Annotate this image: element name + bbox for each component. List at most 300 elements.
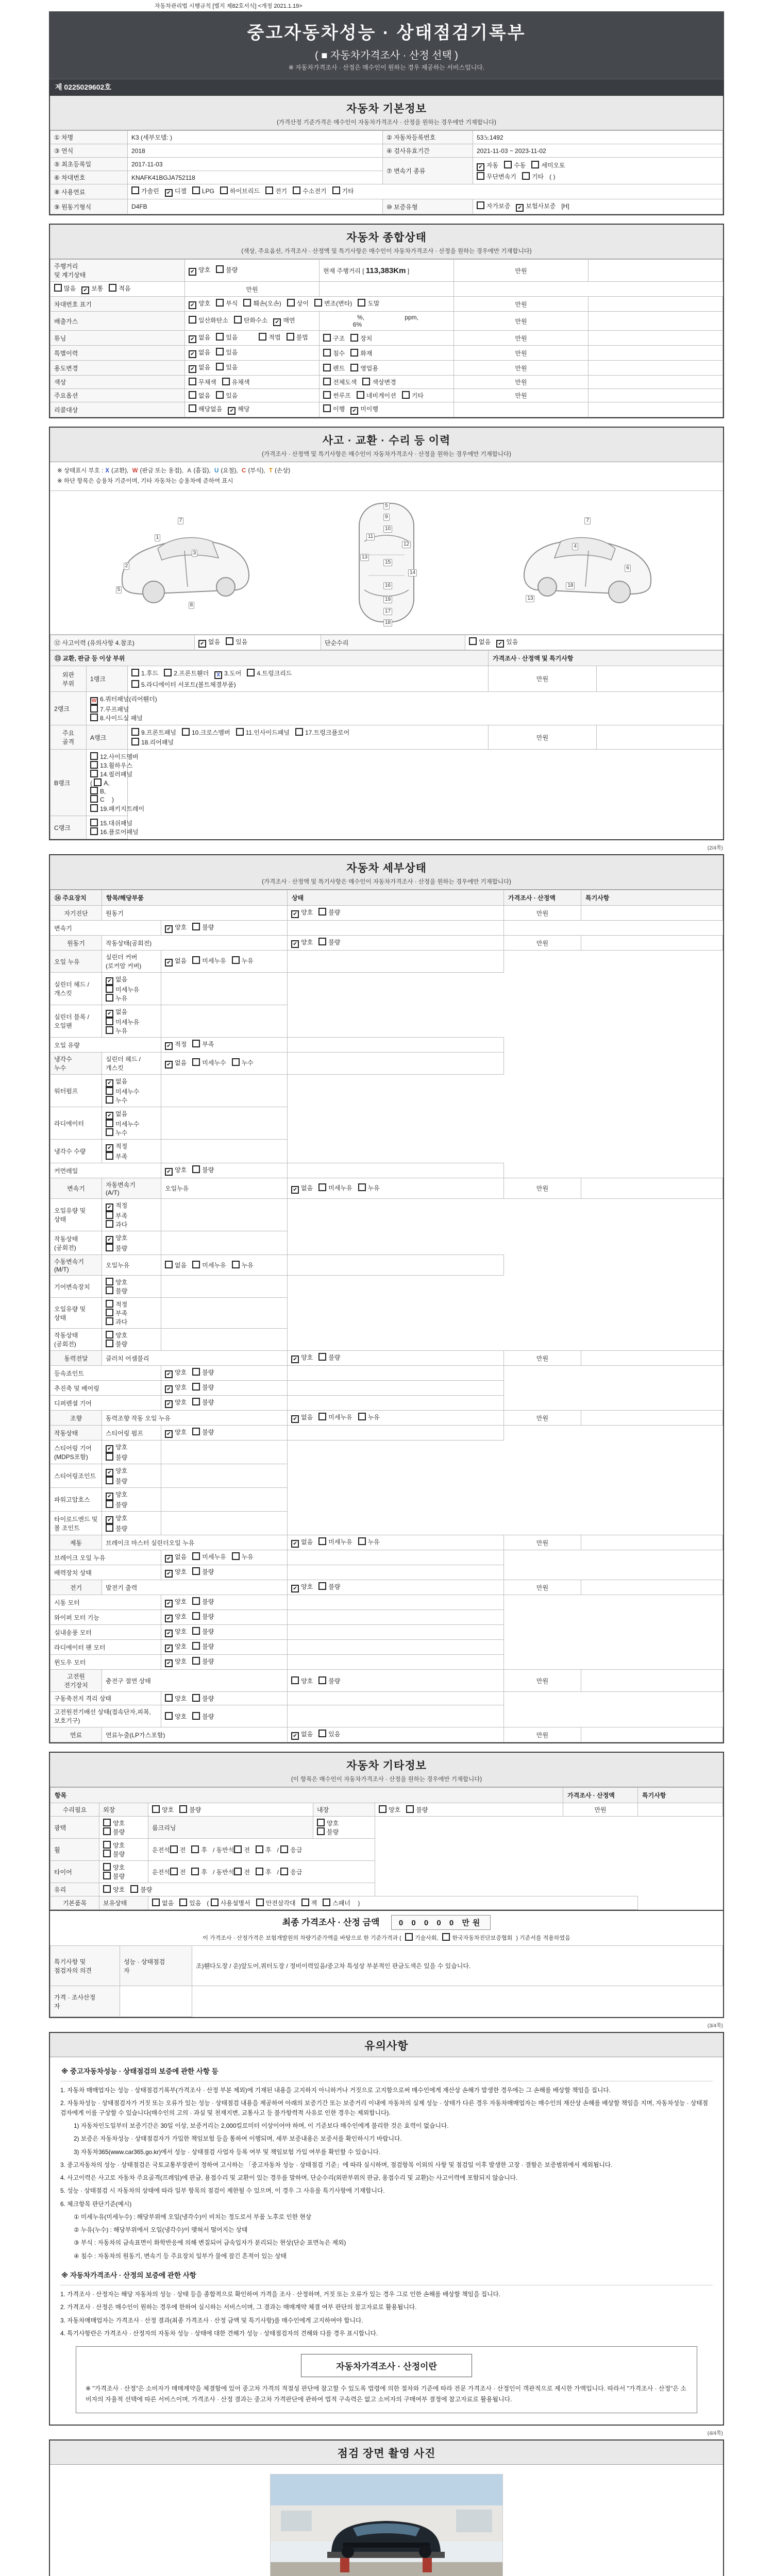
checkbox-box-icon[interactable] — [170, 1868, 178, 1875]
checkbox-적정[interactable] — [165, 1040, 187, 1050]
checkbox-양호[interactable] — [165, 1383, 187, 1393]
checkbox-box-icon[interactable] — [103, 1850, 111, 1857]
checkbox-box-icon[interactable]: ✔ — [106, 1010, 113, 1018]
checkbox-가솔린[interactable] — [131, 187, 159, 195]
checkbox-누유[interactable] — [232, 1552, 254, 1561]
checkbox-box-icon[interactable] — [191, 1868, 199, 1875]
checkbox-불량[interactable] — [192, 1428, 214, 1436]
checkbox-하이브리드[interactable] — [220, 187, 260, 195]
checkbox-box-icon[interactable] — [103, 1827, 111, 1835]
checkbox-양호[interactable] — [291, 938, 313, 948]
checkbox-후[interactable] — [256, 1868, 272, 1876]
checkbox-없음[interactable] — [106, 1109, 127, 1120]
checkbox-썬루프[interactable] — [323, 391, 351, 400]
checkbox-누수[interactable] — [232, 1058, 254, 1067]
checkbox-box-icon[interactable] — [106, 1211, 113, 1219]
checkbox-box-icon[interactable] — [243, 299, 251, 307]
checkbox-없음[interactable] — [291, 1730, 313, 1740]
checkbox-box-icon[interactable]: ✔ — [165, 1385, 173, 1393]
checkbox-양호[interactable] — [165, 1612, 187, 1622]
checkbox-box-icon[interactable] — [295, 728, 303, 736]
checkbox-양호[interactable] — [103, 1885, 125, 1894]
checkbox-불법[interactable] — [287, 333, 308, 342]
checkbox-누유[interactable] — [106, 994, 127, 1003]
checkbox-box-icon[interactable] — [179, 1899, 187, 1906]
checkbox-box-icon[interactable] — [317, 1819, 325, 1826]
checkbox-box-icon[interactable] — [106, 1087, 113, 1095]
checkbox-보험사보증[interactable] — [516, 201, 556, 212]
checkbox-box-icon[interactable]: ✔ — [228, 407, 236, 415]
checkbox-box-icon[interactable] — [106, 1453, 113, 1461]
checkbox-미세누유[interactable] — [318, 1537, 352, 1546]
checkbox-box-icon[interactable] — [106, 1278, 113, 1285]
checkbox-box-icon[interactable] — [318, 1183, 326, 1191]
checkbox-box-icon[interactable] — [106, 1096, 113, 1104]
checkbox-box-icon[interactable]: ✔ — [291, 940, 299, 948]
checkbox-box-icon[interactable] — [236, 728, 244, 736]
checkbox-전[interactable] — [234, 1868, 250, 1876]
checkbox-양호[interactable] — [291, 1676, 313, 1685]
checkbox-box-icon[interactable] — [90, 714, 98, 721]
checkbox-있음[interactable] — [318, 1730, 340, 1738]
checkbox-box-icon[interactable] — [379, 1805, 386, 1813]
checkbox-적정[interactable] — [106, 1201, 127, 1211]
checkbox-양호[interactable] — [165, 1627, 187, 1637]
checkbox-있음[interactable] — [216, 363, 238, 371]
checkbox-box-icon[interactable]: ✔ — [106, 1112, 113, 1120]
checkbox-스패너[interactable] — [323, 1899, 350, 1907]
checkbox-box-icon[interactable] — [103, 1872, 111, 1879]
checkbox-누유[interactable] — [106, 1026, 127, 1035]
checkbox-box-icon[interactable]: ✔ — [106, 1493, 113, 1500]
checkbox-불량[interactable] — [106, 1453, 127, 1462]
checkbox-자동[interactable] — [477, 161, 498, 171]
checkbox-box-icon[interactable] — [216, 265, 224, 273]
checkbox-box-icon[interactable] — [131, 187, 139, 194]
checkbox-box-icon[interactable] — [130, 1885, 138, 1893]
checkbox-3.도어[interactable] — [214, 669, 241, 679]
checkbox-box-icon[interactable] — [247, 669, 255, 676]
checkbox-box-icon[interactable] — [106, 1309, 113, 1316]
checkbox-box-icon[interactable] — [318, 1676, 326, 1684]
checkbox-box-icon[interactable] — [106, 1500, 113, 1508]
checkbox-없음[interactable] — [106, 1077, 127, 1087]
checkbox-box-icon[interactable] — [192, 1428, 200, 1435]
checkbox-미세누수[interactable] — [192, 1058, 226, 1067]
checkbox-매연[interactable] — [273, 316, 295, 326]
checkbox-box-icon[interactable] — [103, 1841, 111, 1849]
checkbox-누유[interactable] — [232, 1261, 254, 1269]
checkbox-있음[interactable] — [216, 333, 238, 342]
checkbox-양호[interactable] — [106, 1331, 127, 1340]
checkbox-box-icon[interactable]: ✔ — [165, 1645, 173, 1652]
checkbox-box-icon[interactable] — [192, 1383, 200, 1391]
checkbox-미세누유[interactable] — [318, 1413, 352, 1421]
checkbox-box-icon[interactable] — [234, 1845, 242, 1853]
checkbox-box-icon[interactable] — [106, 1286, 113, 1294]
checkbox-box-icon[interactable] — [314, 299, 322, 307]
checkbox-box-icon[interactable] — [192, 1612, 200, 1620]
checkbox-box-icon[interactable]: ✔ — [106, 1236, 113, 1244]
checkbox-box-icon[interactable] — [106, 1220, 113, 1228]
checkbox-box-icon[interactable] — [106, 1477, 113, 1484]
checkbox-없음[interactable] — [189, 391, 210, 400]
checkbox-자가보증[interactable] — [477, 201, 510, 210]
checkbox-전[interactable] — [170, 1868, 186, 1876]
checkbox-box-icon[interactable] — [179, 1805, 187, 1813]
checkbox-양호[interactable] — [103, 1819, 125, 1827]
checkbox-미세누유[interactable] — [106, 1018, 139, 1026]
checkbox-box-icon[interactable]: ✔ — [165, 1555, 173, 1563]
checkbox-box-icon[interactable]: ✔ — [291, 1415, 299, 1423]
checkbox-box-icon[interactable] — [192, 1597, 200, 1605]
checkbox-없음[interactable] — [189, 363, 210, 373]
checkbox-box-icon[interactable] — [192, 1567, 200, 1575]
checkbox-불량[interactable] — [192, 1165, 214, 1174]
checkbox-box-icon[interactable] — [531, 161, 539, 168]
checkbox-양호[interactable] — [152, 1805, 174, 1814]
checkbox-미세누수[interactable] — [106, 1120, 139, 1128]
checkbox-box-icon[interactable] — [131, 669, 139, 676]
checkbox-불량[interactable] — [318, 1353, 340, 1362]
checkbox-불량[interactable] — [192, 1694, 214, 1703]
checkbox-14.필러패널[interactable] — [90, 770, 132, 778]
checkbox-불량[interactable] — [103, 1827, 125, 1836]
checkbox-10.크로스멤버[interactable] — [182, 728, 230, 737]
checkbox-box-icon[interactable] — [90, 804, 98, 812]
checkbox-box-icon[interactable]: ✔ — [81, 286, 89, 294]
checkbox-없음[interactable] — [165, 956, 187, 967]
checkbox-양호[interactable] — [165, 1642, 187, 1652]
checkbox-부족[interactable] — [106, 1309, 127, 1317]
checkbox-부족[interactable] — [106, 1152, 127, 1161]
checkbox-box-icon[interactable] — [256, 1845, 263, 1853]
checkbox-양호[interactable] — [379, 1805, 400, 1814]
checkbox-유채색[interactable] — [222, 378, 250, 386]
checkbox-box-icon[interactable] — [131, 738, 139, 745]
checkbox-box-icon[interactable]: ✔ — [291, 1186, 299, 1194]
checkbox-box-icon[interactable] — [165, 1261, 173, 1268]
checkbox-box-icon[interactable] — [103, 1819, 111, 1826]
checkbox-미세누유[interactable] — [192, 1552, 226, 1561]
checkbox-과다[interactable] — [106, 1220, 127, 1229]
checkbox-7.루프패널[interactable] — [90, 705, 129, 714]
checkbox-box-icon[interactable] — [192, 187, 200, 194]
checkbox-box-icon[interactable] — [358, 1183, 366, 1191]
checkbox-양호[interactable] — [165, 923, 187, 933]
checkbox-불량[interactable] — [192, 1642, 214, 1651]
checkbox-box-icon[interactable]: ✔ — [291, 1585, 299, 1592]
checkbox-box-icon[interactable] — [323, 1899, 330, 1906]
checkbox-불량[interactable] — [318, 908, 340, 917]
checkbox-box-icon[interactable] — [192, 1165, 200, 1173]
checkbox-box-icon[interactable] — [192, 1368, 200, 1376]
checkbox-미이행[interactable] — [350, 404, 378, 415]
checkbox-무단변속기[interactable] — [477, 172, 516, 181]
checkbox-box-icon[interactable] — [362, 378, 370, 385]
checkbox-탄화수소[interactable] — [234, 316, 267, 325]
checkbox-box-icon[interactable]: ✔ — [291, 910, 299, 918]
checkbox-box-icon[interactable]: ✔ — [165, 1370, 173, 1378]
checkbox-box-icon[interactable]: ✔ — [165, 1615, 173, 1622]
checkbox-불량[interactable] — [318, 1582, 340, 1591]
checkbox-box-icon[interactable] — [192, 956, 200, 964]
checkbox-box-icon[interactable] — [192, 1657, 200, 1665]
checkbox-불량[interactable] — [192, 1398, 214, 1406]
checkbox-box-icon[interactable] — [165, 1694, 173, 1702]
checkbox-box-icon[interactable] — [402, 391, 410, 399]
checkbox-box-icon[interactable] — [192, 923, 200, 930]
checkbox-16.플로어패널[interactable] — [90, 827, 139, 836]
checkbox-box-icon[interactable] — [220, 187, 228, 194]
checkbox-불량[interactable] — [106, 1477, 127, 1485]
checkbox-box-icon[interactable]: ✔ — [106, 1516, 113, 1524]
checkbox-보통[interactable] — [81, 284, 103, 294]
checkbox-부식[interactable] — [216, 299, 238, 308]
checkbox-양호[interactable] — [189, 265, 210, 276]
checkbox-응급[interactable] — [280, 1845, 302, 1854]
checkbox-box-icon[interactable]: ✔ — [291, 1540, 299, 1548]
checkbox-box-icon[interactable] — [211, 1899, 219, 1906]
checkbox-box-icon[interactable] — [477, 172, 484, 180]
checkbox-box-icon[interactable]: ✔ — [106, 977, 113, 985]
checkbox-불량[interactable] — [106, 1340, 127, 1348]
checkbox-box-icon[interactable] — [323, 378, 331, 385]
checkbox-침수[interactable] — [323, 349, 345, 358]
checkbox-이행[interactable] — [323, 404, 345, 413]
checkbox-box-icon[interactable]: ✔ — [189, 301, 196, 309]
checkbox-없음[interactable] — [189, 333, 210, 343]
checkbox-box-icon[interactable] — [106, 1026, 113, 1034]
checkbox-box-icon[interactable] — [350, 364, 358, 371]
checkbox-LPG[interactable] — [192, 187, 214, 195]
checkbox-box-icon[interactable] — [90, 827, 98, 835]
checkbox-box-icon[interactable] — [106, 1524, 113, 1532]
checkbox-box-icon[interactable] — [192, 1712, 200, 1720]
checkbox-box-icon[interactable] — [216, 363, 224, 370]
checkbox-box-icon[interactable] — [192, 1694, 200, 1702]
checkbox-box-icon[interactable] — [323, 334, 331, 342]
checkbox-없음[interactable] — [106, 1007, 127, 1018]
checkbox-누수[interactable] — [106, 1096, 127, 1105]
checkbox-양호[interactable] — [165, 1428, 187, 1438]
checkbox-없음[interactable] — [198, 637, 220, 648]
checkbox-box-icon[interactable] — [318, 1730, 326, 1737]
checkbox-과다[interactable] — [106, 1317, 127, 1326]
checkbox-불량[interactable] — [192, 1712, 214, 1721]
checkbox-box-icon[interactable] — [323, 404, 331, 412]
checkbox-있음[interactable] — [216, 391, 238, 400]
checkbox-box-icon[interactable]: ✔ — [106, 1144, 113, 1152]
checkbox-box-icon[interactable] — [222, 378, 230, 385]
checkbox-box-icon[interactable]: ✔ — [106, 1079, 113, 1087]
checkbox-box-icon[interactable] — [189, 316, 196, 324]
checkbox-있음[interactable] — [179, 1899, 201, 1907]
checkbox-box-icon[interactable]: ✔ — [165, 1400, 173, 1408]
checkbox-box-icon[interactable]: ✔ — [198, 640, 206, 648]
checkbox-box-icon[interactable] — [216, 391, 224, 399]
checkbox-box-icon[interactable]: ✔ — [165, 1570, 173, 1578]
checkbox-사용설명서[interactable] — [211, 1899, 250, 1907]
checkbox-기타[interactable] — [402, 391, 424, 400]
checkbox-없음[interactable] — [189, 348, 210, 358]
checkbox-box-icon[interactable] — [106, 994, 113, 1002]
checkbox-양호[interactable] — [189, 299, 210, 309]
checkbox-box-icon[interactable]: ✔ — [165, 959, 173, 967]
checkbox-양호[interactable] — [291, 908, 313, 918]
checkbox-양호[interactable] — [103, 1841, 125, 1850]
checkbox-box-icon[interactable] — [109, 284, 116, 292]
checkbox-양호[interactable] — [165, 1567, 187, 1578]
checkbox-상이[interactable] — [287, 299, 309, 308]
checkbox-box-icon[interactable] — [90, 787, 98, 794]
checkbox-기타[interactable] — [332, 187, 354, 195]
checkbox-기술사회,[interactable] — [405, 1933, 439, 1942]
checkbox-적정[interactable] — [106, 1300, 127, 1309]
checkbox-box-icon[interactable] — [259, 333, 266, 341]
checkbox-일산화탄소[interactable] — [189, 316, 228, 325]
checkbox-영업용[interactable] — [350, 364, 378, 372]
checkbox-무채색[interactable] — [189, 378, 216, 386]
checkbox-box-icon[interactable] — [323, 349, 331, 357]
checkbox-미세누유[interactable] — [192, 1261, 226, 1269]
checkbox-box-icon[interactable] — [265, 187, 273, 194]
checkbox-11.인사이드패널[interactable] — [236, 728, 290, 737]
checkbox-box-icon[interactable]: ✔ — [165, 1659, 173, 1667]
checkbox-box-icon[interactable] — [256, 1868, 263, 1875]
checkbox-양호[interactable] — [165, 1657, 187, 1667]
checkbox-box-icon[interactable]: ✔ — [165, 1630, 173, 1637]
checkbox-box-icon[interactable] — [358, 1413, 366, 1420]
checkbox-불량[interactable] — [192, 1368, 214, 1377]
checkbox-안전삼각대[interactable] — [256, 1899, 296, 1907]
checkbox-box-icon[interactable] — [94, 778, 102, 786]
checkbox-box-icon[interactable] — [256, 1899, 264, 1906]
checkbox-19.패키지트레이[interactable] — [90, 804, 144, 813]
checkbox-box-icon[interactable] — [357, 391, 364, 399]
checkbox-해당없음[interactable] — [189, 404, 222, 413]
checkbox-box-icon[interactable] — [318, 938, 326, 945]
checkbox-후[interactable] — [191, 1868, 207, 1876]
checkbox-렌트[interactable] — [323, 364, 345, 372]
checkbox-양호[interactable] — [106, 1443, 127, 1453]
checkbox-box-icon[interactable] — [234, 1868, 242, 1875]
checkbox-box-icon[interactable]: ✔ — [273, 318, 281, 326]
checkbox-훼손(오손)[interactable] — [243, 299, 281, 308]
checkbox-전기[interactable] — [265, 187, 287, 195]
checkbox-box-icon[interactable]: ✔ — [291, 1732, 299, 1740]
checkbox-잭[interactable] — [301, 1899, 317, 1907]
checkbox-box-icon[interactable]: ✔ — [516, 204, 524, 212]
checkbox-불량[interactable] — [130, 1885, 152, 1894]
checkbox-누유[interactable] — [358, 1537, 380, 1546]
checkbox-box-icon[interactable] — [189, 391, 196, 399]
checkbox-세미오토[interactable] — [531, 161, 565, 170]
checkbox-box-icon[interactable]: ✔ — [350, 407, 358, 415]
checkbox-양호[interactable] — [106, 1278, 127, 1286]
checkbox-기타[interactable] — [522, 172, 544, 181]
checkbox-box-icon[interactable] — [170, 1845, 178, 1853]
checkbox-box-icon[interactable] — [182, 728, 190, 736]
checkbox-box-icon[interactable]: ✔ — [165, 1168, 173, 1176]
checkbox-불량[interactable] — [192, 1612, 214, 1621]
checkbox-box-icon[interactable] — [106, 1120, 113, 1127]
checkbox-후[interactable] — [191, 1845, 207, 1854]
checkbox-적법[interactable] — [259, 333, 280, 342]
checkbox-box-icon[interactable]: ✔ — [165, 925, 173, 933]
checkbox-box-icon[interactable] — [318, 1537, 326, 1545]
checkbox-장치[interactable] — [350, 334, 372, 343]
checkbox-해당[interactable] — [228, 404, 249, 415]
checkbox-미세누수[interactable] — [106, 1087, 139, 1096]
checkbox-box-icon[interactable] — [293, 187, 300, 194]
checkbox-box-icon[interactable] — [192, 1058, 200, 1066]
checkbox-누수[interactable] — [106, 1128, 127, 1137]
checkbox-box-icon[interactable] — [318, 1353, 326, 1361]
checkbox-불량[interactable] — [106, 1286, 127, 1295]
checkbox-box-icon[interactable] — [103, 1885, 111, 1893]
checkbox-box-icon[interactable]: ✔ — [189, 335, 196, 343]
checkbox-불량[interactable] — [192, 1383, 214, 1392]
checkbox-양호[interactable] — [106, 1233, 127, 1244]
checkbox-box-icon[interactable] — [287, 299, 295, 307]
checkbox-있음[interactable] — [226, 637, 247, 646]
checkbox-누유[interactable] — [358, 1413, 380, 1421]
checkbox-A,[interactable] — [94, 778, 109, 787]
checkbox-불량[interactable] — [318, 938, 340, 946]
checkbox-응급[interactable] — [280, 1868, 302, 1876]
checkbox-box-icon[interactable] — [106, 1152, 113, 1160]
checkbox-box-icon[interactable]: ✔ — [165, 1600, 173, 1607]
checkbox-box-icon[interactable]: ✔ — [165, 1430, 173, 1438]
checkbox-13.휠하우스[interactable] — [90, 761, 132, 770]
checkbox-box-icon[interactable] — [522, 172, 530, 180]
checkbox-미세누유[interactable] — [192, 956, 226, 965]
checkbox-불량[interactable] — [406, 1805, 428, 1814]
checkbox-box-icon[interactable] — [280, 1868, 288, 1875]
checkbox-box-icon[interactable] — [350, 349, 358, 357]
checkbox-색상변경[interactable] — [362, 378, 396, 386]
checkbox-box-icon[interactable]: W — [90, 697, 98, 705]
checkbox-box-icon[interactable] — [90, 705, 98, 713]
checkbox-box-icon[interactable] — [332, 187, 340, 194]
checkbox-1.후드[interactable] — [131, 669, 158, 677]
checkbox-불량[interactable] — [192, 1597, 214, 1606]
checkbox-box-icon[interactable] — [216, 333, 224, 341]
checkbox-box-icon[interactable] — [280, 1845, 288, 1853]
checkbox-box-icon[interactable] — [90, 752, 98, 760]
checkbox-18.리어패널[interactable] — [131, 738, 174, 747]
checkbox-box-icon[interactable]: ✔ — [496, 640, 504, 648]
checkbox-box-icon[interactable] — [350, 334, 358, 342]
checkbox-box-icon[interactable]: ✔ — [291, 1355, 299, 1363]
checkbox-box-icon[interactable] — [232, 956, 240, 964]
checkbox-미세누유[interactable] — [106, 985, 139, 994]
checkbox-누유[interactable] — [358, 1183, 380, 1192]
checkbox-12.사이드멤버[interactable] — [90, 752, 139, 761]
checkbox-8.사이드실 패널[interactable] — [90, 714, 143, 722]
checkbox-양호[interactable] — [165, 1597, 187, 1607]
checkbox-box-icon[interactable]: ✔ — [189, 350, 196, 358]
checkbox-B,[interactable] — [90, 787, 106, 795]
checkbox-box-icon[interactable] — [90, 761, 98, 769]
checkbox-box-icon[interactable] — [164, 669, 172, 676]
checkbox-box-icon[interactable] — [103, 1863, 111, 1871]
checkbox-box-icon[interactable] — [90, 819, 98, 826]
checkbox-box-icon[interactable] — [317, 1827, 325, 1835]
checkbox-box-icon[interactable] — [106, 1018, 113, 1025]
checkbox-양호[interactable] — [106, 1466, 127, 1477]
